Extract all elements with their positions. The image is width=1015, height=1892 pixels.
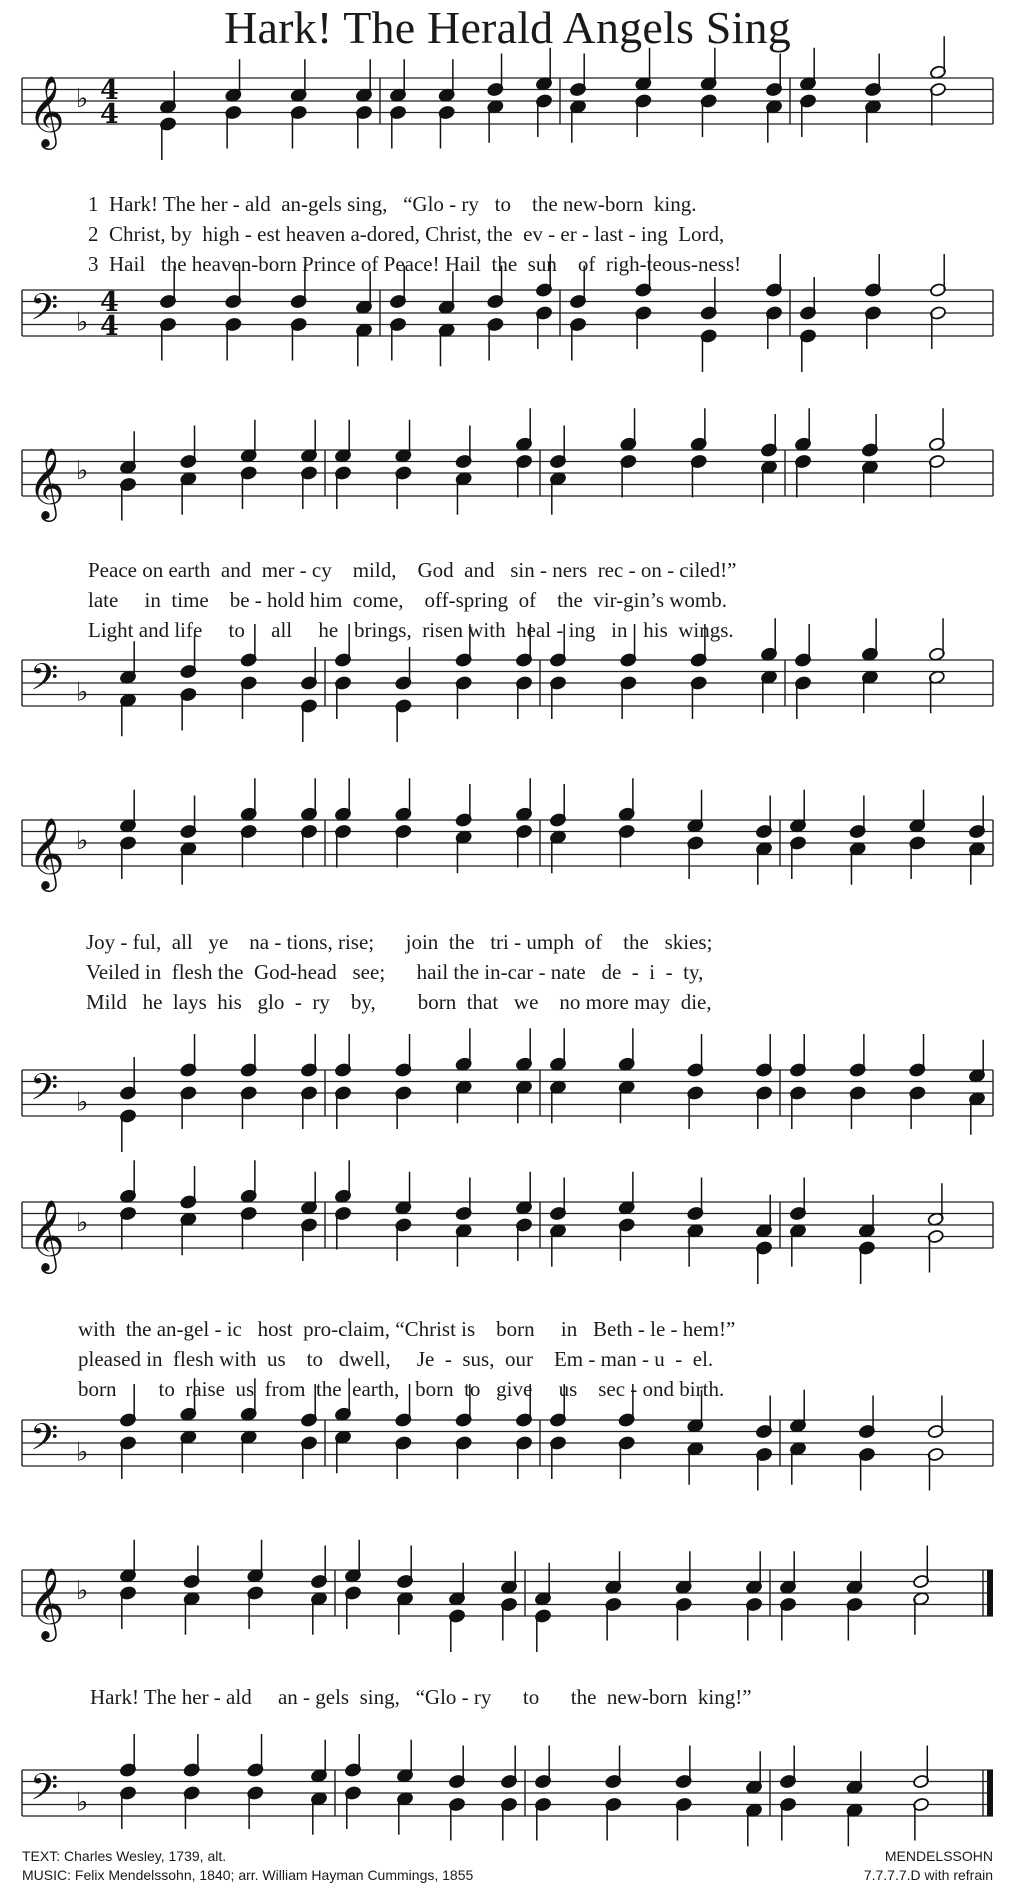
- treble-clef: 𝄞: [28, 1198, 65, 1271]
- time-signature-bottom: 4: [100, 311, 119, 342]
- time-signature-top: 4: [100, 75, 119, 106]
- lyric-line-s4-v1: with the an-gel - ic host pro-claim, “Christ is born in Beth - le - hem!”: [78, 1317, 736, 1341]
- text-credit: TEXT: Charles Wesley, 1739, alt.: [22, 1848, 227, 1864]
- lyric-line-s1-v1: 1 Hark! The her - ald an-gels sing, “Glo - ry to the new-born king.: [88, 192, 697, 216]
- music-credit: MUSIC: Felix Mendelssohn, 1840; arr. William Hayman Cummings, 1855: [22, 1867, 474, 1883]
- tune-name: MENDELSSOHN: [884, 1848, 993, 1864]
- bass-clef: 𝄢: [30, 1066, 59, 1118]
- treble-clef: 𝄞: [28, 74, 65, 147]
- flat-key-signature: ♭: [76, 1787, 89, 1818]
- flat-key-signature: ♭: [76, 1576, 89, 1606]
- flat-key-signature: ♭: [76, 677, 89, 708]
- flat-key-signature: ♭: [76, 456, 89, 486]
- lyric-line-s1-v3: 3 Hail the heaven-born Prince of Peace! Hail the sun of righ-teous-ness!: [88, 252, 742, 276]
- final-barline: [987, 1570, 993, 1616]
- time-signature-top: 4: [100, 287, 119, 318]
- lyric-line-s2-v1: Peace on earth and mer - cy mild, God and sin - ners rec - on - ciled!”: [88, 558, 737, 582]
- time-signature-bottom: 4: [100, 99, 119, 130]
- flat-key-signature: ♭: [76, 84, 89, 114]
- lyric-line-s2-v3: Light and life to all he brings, risen with heal - ing in his wings.: [88, 618, 734, 642]
- lyric-line-s5-v1: Hark! The her - ald an - gels sing, “Glo - ry to the new-born king!”: [90, 1685, 752, 1709]
- treble-clef: 𝄞: [28, 446, 65, 519]
- flat-key-signature: ♭: [76, 1208, 89, 1238]
- flat-key-signature: ♭: [76, 1437, 89, 1468]
- flat-key-signature: ♭: [76, 1087, 89, 1118]
- final-barline: [987, 1770, 993, 1816]
- hymn-title: Hark! The Herald Angels Sing: [224, 2, 791, 53]
- lyric-line-s1-v2: 2 Christ, by high - est heaven a-dored, Christ, the ev - er - last - ing Lord,: [88, 222, 725, 246]
- lyric-line-s3-v2: Veiled in flesh the God-head see; hail the in-car - nate de - i - ty,: [86, 960, 704, 984]
- bass-clef: 𝄢: [30, 286, 59, 338]
- treble-clef: 𝄞: [28, 816, 65, 889]
- bass-clef: 𝄢: [30, 1416, 59, 1468]
- lyric-line-s3-v1: Joy - ful, all ye na - tions, rise; join the tri - umph of the skies;: [86, 930, 713, 954]
- flat-key-signature: ♭: [76, 307, 89, 338]
- flat-key-signature: ♭: [76, 826, 89, 856]
- lyric-line-s3-v3: Mild he lays his glo - ry by, born that we no more may die,: [86, 990, 712, 1014]
- lyric-line-s2-v2: late in time be - hold him come, off-spring of the vir-gin’s womb.: [88, 588, 728, 612]
- lyric-line-s4-v2: pleased in flesh with us to dwell, Je - sus, our Em - man - u - el.: [78, 1347, 714, 1371]
- treble-clef: 𝄞: [28, 1566, 65, 1639]
- meter: 7.7.7.7.D with refrain: [863, 1867, 993, 1883]
- bass-clef: 𝄢: [30, 1766, 59, 1818]
- bass-clef: 𝄢: [30, 656, 59, 708]
- lyric-line-s4-v3: born to raise us from the earth, born to give us sec - ond birth.: [78, 1377, 725, 1401]
